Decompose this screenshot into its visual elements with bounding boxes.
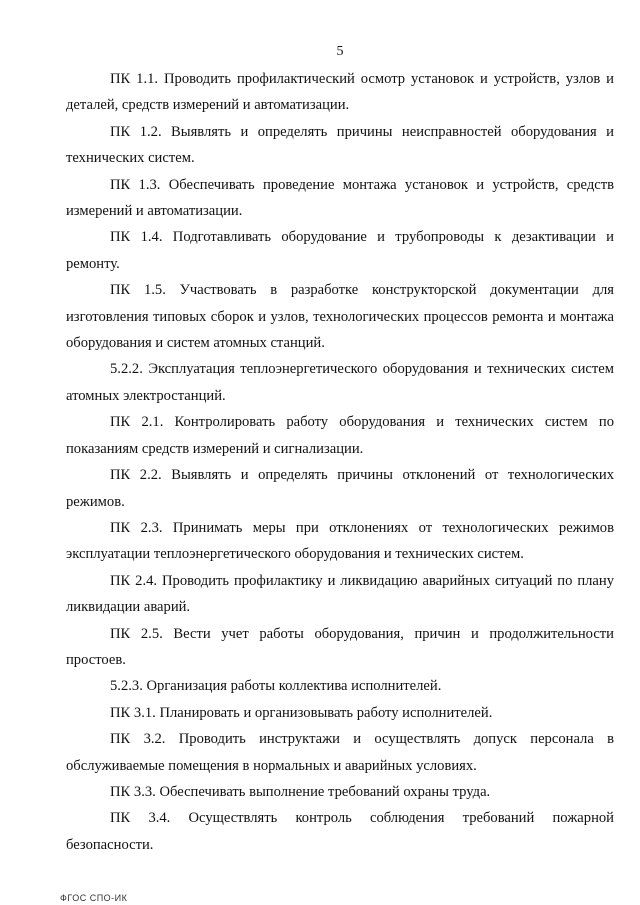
paragraph-pk-3-3: ПК 3.3. Обеспечивать выполнение требований охраны труда. <box>110 783 491 800</box>
paragraph-pk-1-5: ПК 1.5. Участвовать в разработке конструкторской документации для изготовления типовых сборок и узлов, технологических процессов ремонта и монтажа оборудования и систем атомных станций. <box>66 282 614 352</box>
page-number: 5 <box>336 44 344 59</box>
paragraph-pk-1-4: ПК 1.4. Подготавливать оборудование и трубопроводы к дезактивации и ремонту. <box>66 229 614 272</box>
paragraph-pk-3-1: ПК 3.1. Планировать и организовывать работу исполнителей. <box>110 704 493 721</box>
paragraph-pk-2-3: ПК 2.3. Принимать меры при отклонениях от технологических режимов эксплуатации теплоэнергетического оборудования и технических систем. <box>66 519 614 563</box>
paragraph-pk-3-4: ПК 3.4. Осуществлять контроль соблюдения требований пожарной безопасности. <box>66 810 614 853</box>
paragraph-pk-2-2: ПК 2.2. Выявлять и определять причины отклонений от технологических режимов. <box>66 467 614 510</box>
paragraph-pk-2-5: ПК 2.5. Вести учет работы оборудования, причин и продолжительности простоев. <box>66 625 614 668</box>
footer-stamp: ФГОС СПО-ИК <box>60 893 128 903</box>
paragraph-pk-2-4: ПК 2.4. Проводить профилактику и ликвидацию аварийных ситуаций по плану ликвидации аварий. <box>66 572 614 616</box>
paragraph-pk-1-3: ПК 1.3. Обеспечивать проведение монтажа установок и устройств, средств измерений и автоматизации. <box>66 176 614 220</box>
section-heading-5-2-3: 5.2.3. Организация работы коллектива исполнителей. <box>110 678 442 695</box>
paragraph-pk-2-1: ПК 2.1. Контролировать работу оборудования и технических систем по показаниям средств измерений и сигнализации. <box>66 414 614 457</box>
paragraph-pk-1-1: ПК 1.1. Проводить профилактический осмотр установок и устройств, узлов и деталей, средств измерений и автоматизации. <box>66 71 614 114</box>
paragraph-pk-1-2: ПК 1.2. Выявлять и определять причины неисправностей оборудования и технических систем. <box>66 123 614 167</box>
section-heading-5-2-2: 5.2.2. Эксплуатация теплоэнергетического оборудования и технических систем атомных электростанций. <box>66 361 614 404</box>
paragraph-pk-3-2: ПК 3.2. Проводить инструктажи и осуществлять допуск персонала в обслуживаемые помещения в нормальных и аварийных условиях. <box>66 731 614 774</box>
page-body <box>66 66 614 858</box>
